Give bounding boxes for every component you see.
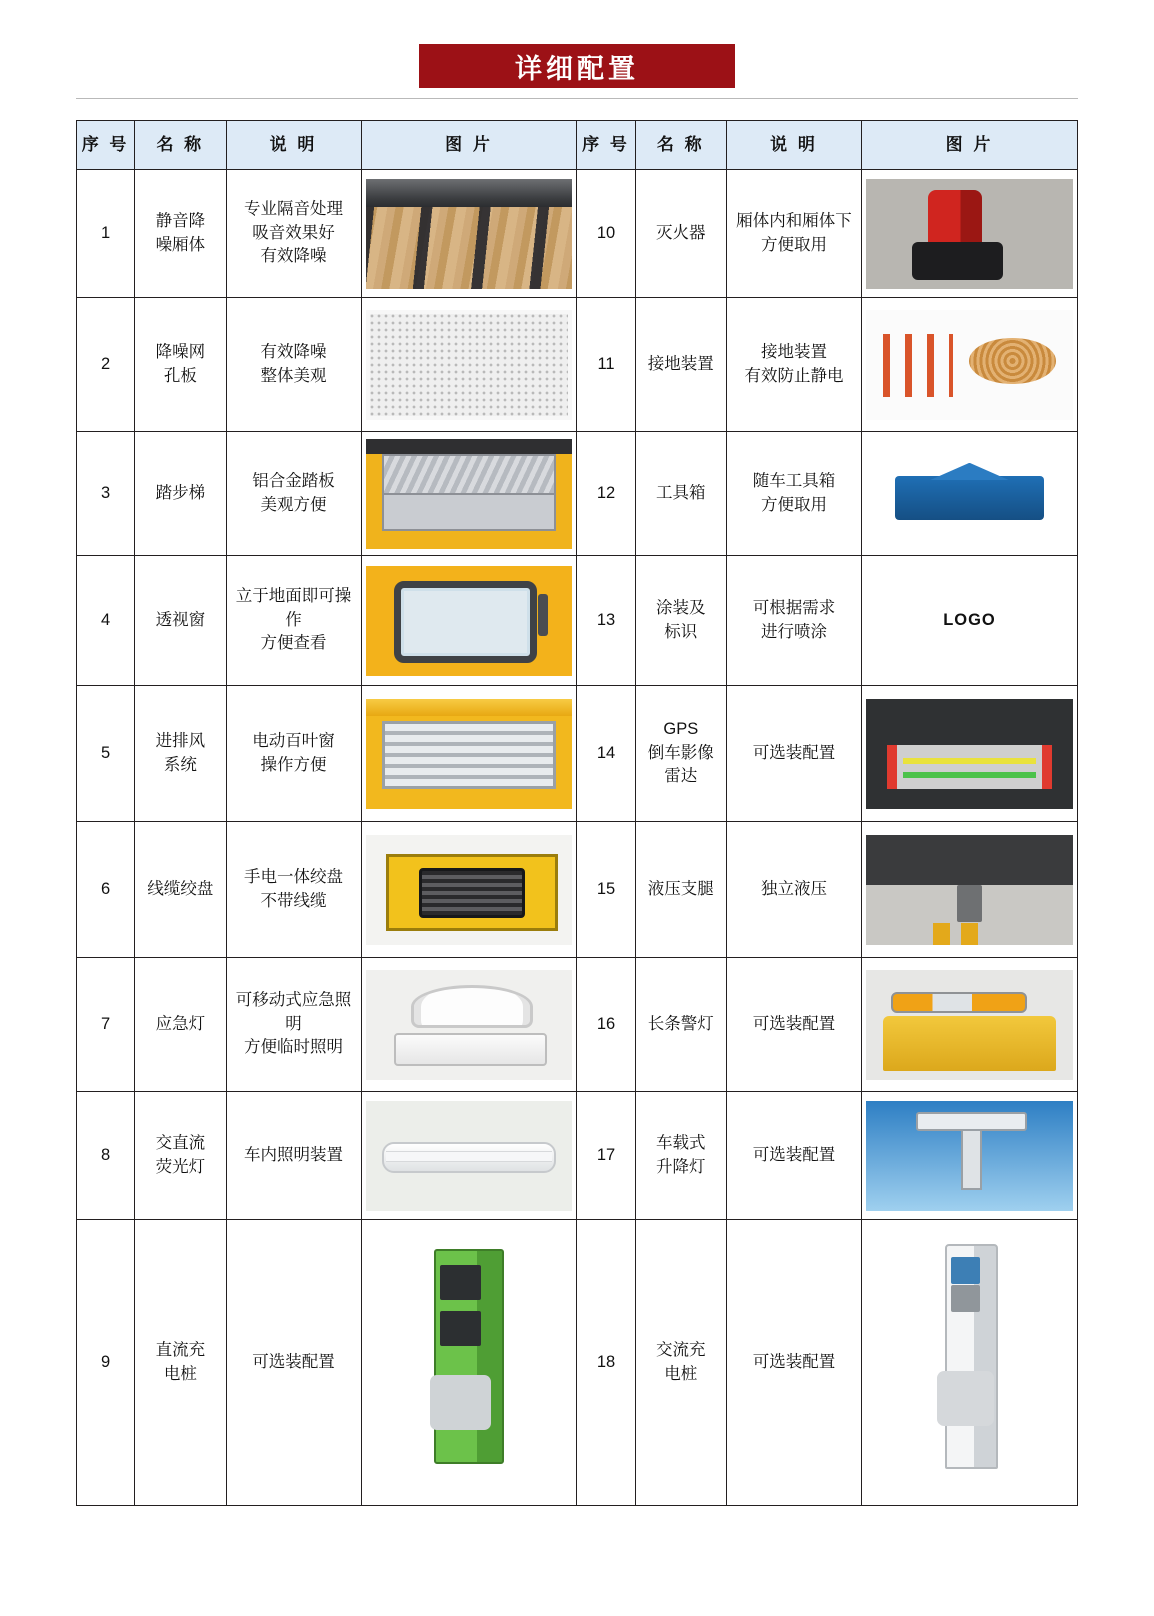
configuration-table-wrapper [76, 120, 1078, 1506]
row-description: 随车工具箱 方便取用 [726, 432, 861, 556]
row-image [861, 1092, 1077, 1220]
table-row [77, 686, 1078, 822]
row-description: 立于地面即可操作 方便查看 [226, 556, 361, 686]
row-index: 18 [577, 1220, 635, 1506]
grounding-device-photo [866, 310, 1073, 420]
header [0, 0, 1154, 88]
row-index: 3 [77, 432, 135, 556]
row-image [361, 1220, 577, 1506]
row-name: 踏步梯 [135, 432, 226, 556]
row-description: 可选装配置 [726, 1092, 861, 1220]
row-description: 可移动式应急照明 方便临时照明 [226, 958, 361, 1092]
row-description: 有效降噪 整体美观 [226, 298, 361, 432]
row-name: 线缆绞盘 [135, 822, 226, 958]
row-name: 应急灯 [135, 958, 226, 1092]
row-image [361, 1092, 577, 1220]
row-index: 16 [577, 958, 635, 1092]
row-image [361, 686, 577, 822]
row-name: 静音降 噪厢体 [135, 170, 226, 298]
row-image [861, 1220, 1077, 1506]
row-index: 13 [577, 556, 635, 686]
row-index: 5 [77, 686, 135, 822]
row-name: 工具箱 [635, 432, 726, 556]
row-index: 15 [577, 822, 635, 958]
row-index: 17 [577, 1092, 635, 1220]
table-row [77, 556, 1078, 686]
row-description: 厢体内和厢体下 方便取用 [726, 170, 861, 298]
row-image [361, 432, 577, 556]
row-name: 灭火器 [635, 170, 726, 298]
table-row [77, 298, 1078, 432]
row-name: 进排风 系统 [135, 686, 226, 822]
row-image [861, 298, 1077, 432]
table-row [77, 958, 1078, 1092]
row-name: GPS 倒车影像 雷达 [635, 686, 726, 822]
row-name: 接地装置 [635, 298, 726, 432]
col-header-name-left: 名 称 [135, 121, 226, 170]
table-row [77, 170, 1078, 298]
row-index: 11 [577, 298, 635, 432]
row-name: 交直流 荧光灯 [135, 1092, 226, 1220]
row-description: 独立液压 [726, 822, 861, 958]
col-header-image-right: 图 片 [861, 121, 1077, 170]
row-description: 专业隔音处理 吸音效果好 有效降噪 [226, 170, 361, 298]
row-index: 14 [577, 686, 635, 822]
row-index: 9 [77, 1220, 135, 1506]
table-header-row [77, 121, 1078, 170]
row-name: 涂装及 标识 [635, 556, 726, 686]
table-row [77, 1220, 1078, 1506]
header-divider [76, 98, 1078, 99]
row-image [861, 686, 1077, 822]
row-image [361, 298, 577, 432]
row-index: 12 [577, 432, 635, 556]
perforated-mesh-panel-photo [366, 310, 573, 420]
dc-charging-pile-photo [366, 1228, 573, 1498]
logo-text: LOGO [861, 556, 1077, 686]
table-row [77, 822, 1078, 958]
col-header-desc-left: 说 明 [226, 121, 361, 170]
ac-charging-pile-photo [866, 1228, 1073, 1498]
row-index: 4 [77, 556, 135, 686]
row-image [361, 556, 577, 686]
page-title: 详细配置 [419, 44, 735, 88]
row-description: 可根据需求 进行喷涂 [726, 556, 861, 686]
row-name: 交流充 电桩 [635, 1220, 726, 1506]
row-description: 铝合金踏板 美观方便 [226, 432, 361, 556]
row-index: 8 [77, 1092, 135, 1220]
row-description: 可选装配置 [726, 958, 861, 1092]
row-image [861, 958, 1077, 1092]
row-description: 可选装配置 [726, 686, 861, 822]
col-header-desc-right: 说 明 [726, 121, 861, 170]
row-index: 10 [577, 170, 635, 298]
col-header-index-right: 序 号 [577, 121, 635, 170]
row-image [361, 170, 577, 298]
row-description: 车内照明装置 [226, 1092, 361, 1220]
hydraulic-outrigger-photo [866, 835, 1073, 945]
row-description: 接地装置 有效防止静电 [726, 298, 861, 432]
row-description: 可选装配置 [726, 1220, 861, 1506]
row-description: 可选装配置 [226, 1220, 361, 1506]
row-index: 6 [77, 822, 135, 958]
fire-extinguisher-photo [866, 179, 1073, 289]
electric-louver-photo [366, 699, 573, 809]
row-name: 直流充 电桩 [135, 1220, 226, 1506]
row-name: 长条警灯 [635, 958, 726, 1092]
aluminum-step-ladder-photo [366, 439, 573, 549]
row-index: 7 [77, 958, 135, 1092]
table-row [77, 1092, 1078, 1220]
row-description: 手电一体绞盘 不带线缆 [226, 822, 361, 958]
acoustic-insulation-photo [366, 179, 573, 289]
row-index: 1 [77, 170, 135, 298]
vehicle-mast-light-photo [866, 1101, 1073, 1211]
row-image [361, 958, 577, 1092]
reversing-camera-photo [866, 699, 1073, 809]
row-image [361, 822, 577, 958]
row-image [861, 822, 1077, 958]
row-index: 2 [77, 298, 135, 432]
col-header-name-right: 名 称 [635, 121, 726, 170]
configuration-table [76, 120, 1078, 1506]
emergency-light-photo [366, 970, 573, 1080]
warning-light-bar-photo [866, 970, 1073, 1080]
table-row [77, 432, 1078, 556]
col-header-image-left: 图 片 [361, 121, 577, 170]
row-name: 降噪网 孔板 [135, 298, 226, 432]
row-image [861, 432, 1077, 556]
row-name: 透视窗 [135, 556, 226, 686]
row-name: 液压支腿 [635, 822, 726, 958]
toolbox-photo [866, 439, 1073, 549]
col-header-index-left: 序 号 [77, 121, 135, 170]
fluorescent-lamp-photo [366, 1101, 573, 1211]
cable-reel-photo [366, 835, 573, 945]
row-image [861, 170, 1077, 298]
row-name: 车载式 升降灯 [635, 1092, 726, 1220]
row-description: 电动百叶窗 操作方便 [226, 686, 361, 822]
viewing-window-photo [366, 566, 573, 676]
